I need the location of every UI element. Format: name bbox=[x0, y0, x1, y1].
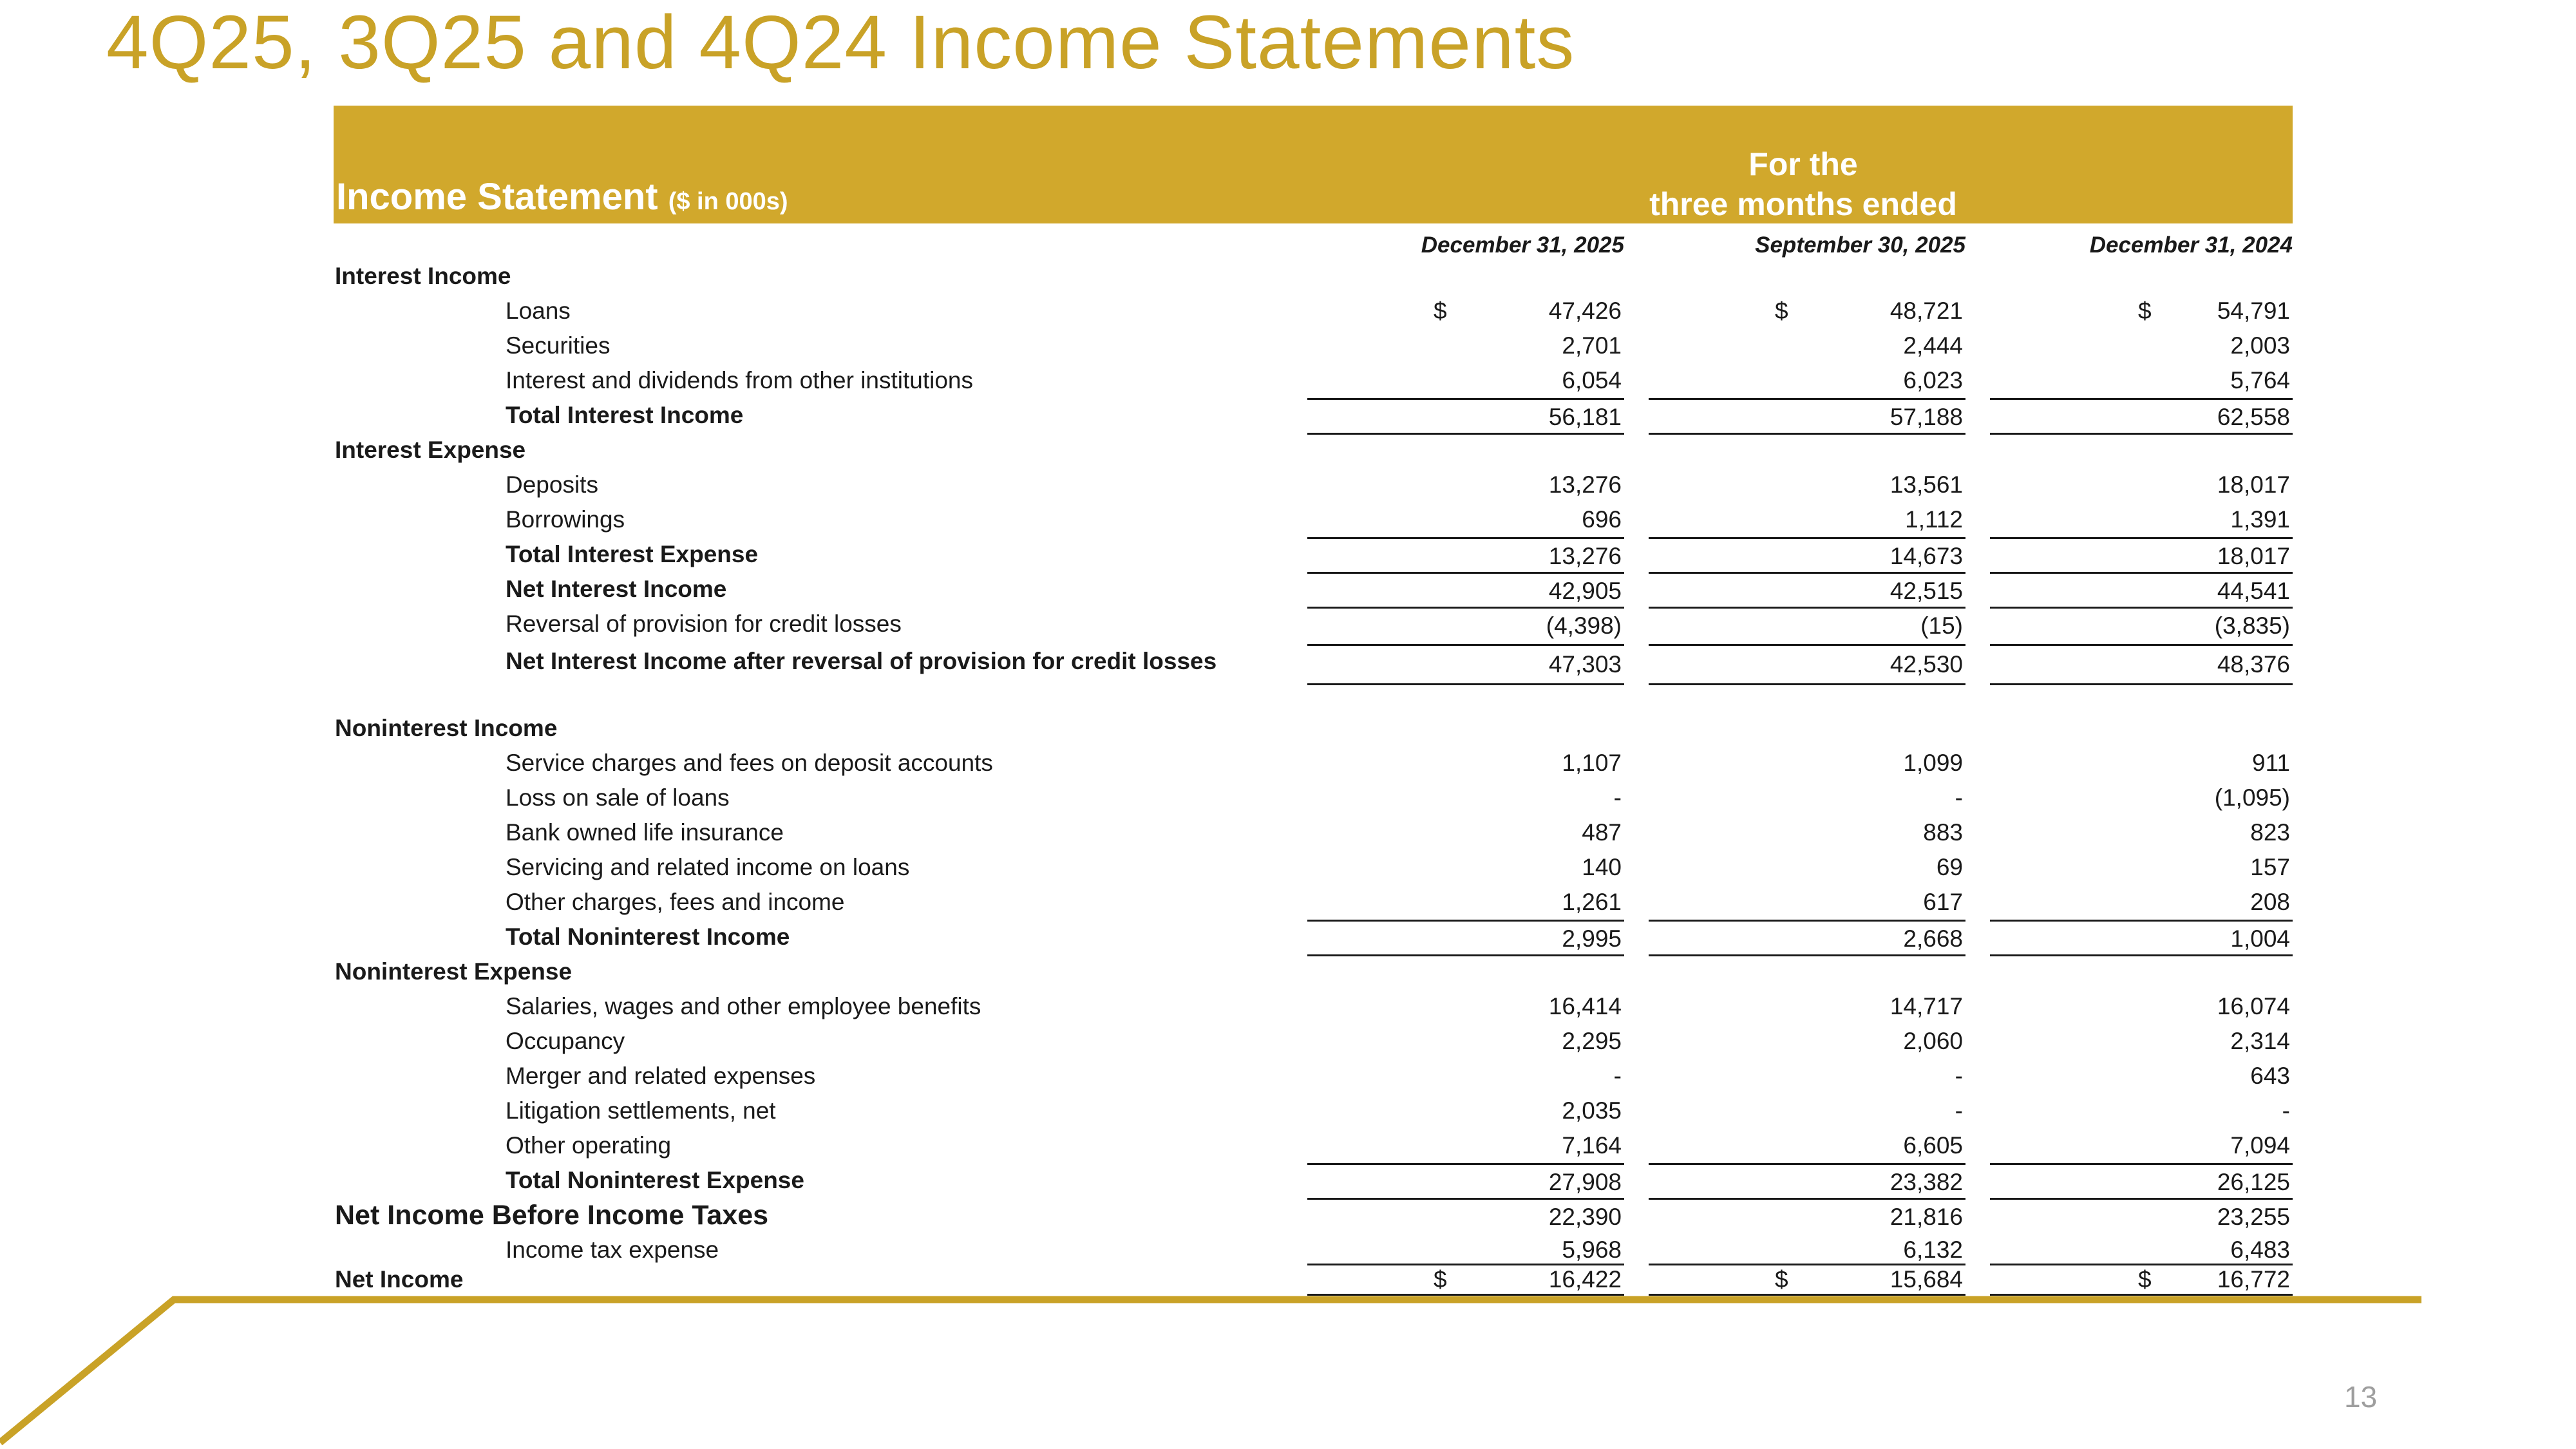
value-cell: 14,673 bbox=[1889, 543, 1963, 569]
row-label: Loans bbox=[506, 298, 571, 324]
value-cell: 47,303 bbox=[1548, 651, 1622, 677]
value-cell: 617 bbox=[1923, 889, 1963, 915]
row-label: Salaries, wages and other employee benefits bbox=[506, 993, 981, 1019]
value-cell: 6,483 bbox=[2230, 1236, 2290, 1263]
row-label: Total Interest Expense bbox=[506, 541, 759, 567]
value-cell: - bbox=[1955, 1097, 1963, 1124]
value-cell: 1,261 bbox=[1562, 889, 1622, 915]
value-cell: 13,561 bbox=[1889, 471, 1963, 498]
value-cell: (15) bbox=[1920, 612, 1963, 639]
statement-heading-label: Income Statement bbox=[336, 176, 658, 218]
column-header-dec-2025: December 31, 2025 bbox=[1421, 232, 1624, 258]
currency-symbol: $ bbox=[2138, 298, 2152, 324]
value-cell: 15,684 bbox=[1889, 1266, 1963, 1293]
value-cell: 2,444 bbox=[1903, 332, 1963, 359]
currency-symbol: $ bbox=[1775, 298, 1788, 324]
row-label: Total Noninterest Income bbox=[506, 923, 790, 950]
value-cell: 69 bbox=[1936, 854, 1963, 880]
value-cell: - bbox=[1613, 784, 1622, 811]
row-label: Other charges, fees and income bbox=[506, 889, 845, 915]
value-cell: 5,968 bbox=[1562, 1236, 1622, 1263]
value-cell: - bbox=[1955, 1063, 1963, 1089]
value-cell: 27,908 bbox=[1548, 1169, 1622, 1195]
value-cell: 57,188 bbox=[1889, 404, 1963, 430]
value-cell: 643 bbox=[2250, 1063, 2290, 1089]
value-cell: 823 bbox=[2250, 819, 2290, 846]
value-cell: 47,426 bbox=[1548, 298, 1622, 324]
value-cell: 26,125 bbox=[2217, 1169, 2290, 1195]
value-cell: 13,276 bbox=[1548, 471, 1622, 498]
value-cell: 487 bbox=[1582, 819, 1622, 846]
column-header-dec-2024: December 31, 2024 bbox=[2089, 232, 2293, 258]
row-label: Litigation settlements, net bbox=[506, 1097, 776, 1124]
value-cell: 6,132 bbox=[1903, 1236, 1963, 1263]
value-cell: 883 bbox=[1923, 819, 1963, 846]
value-cell: 16,074 bbox=[2217, 993, 2290, 1019]
column-header-sep-2025: September 30, 2025 bbox=[1755, 232, 1965, 258]
value-cell: 16,772 bbox=[2217, 1266, 2290, 1293]
row-label: Securities bbox=[506, 332, 611, 359]
period-heading-line2: three months ended bbox=[1649, 186, 1957, 222]
row-label: Merger and related expenses bbox=[506, 1063, 816, 1089]
value-cell: 62,558 bbox=[2217, 404, 2290, 430]
value-cell: 22,390 bbox=[1548, 1204, 1622, 1230]
value-cell: 56,181 bbox=[1548, 404, 1622, 430]
period-heading-line1: For the bbox=[1748, 146, 1858, 182]
value-cell: 1,391 bbox=[2230, 506, 2290, 533]
value-cell: (4,398) bbox=[1546, 612, 1622, 639]
row-label: Borrowings bbox=[506, 506, 625, 533]
value-cell: 16,422 bbox=[1548, 1266, 1622, 1293]
row-label: Service charges and fees on deposit accounts bbox=[506, 750, 993, 776]
value-cell: 18,017 bbox=[2217, 543, 2290, 569]
value-cell: 16,414 bbox=[1548, 993, 1622, 1019]
value-cell: 2,995 bbox=[1562, 925, 1622, 952]
value-cell: 1,112 bbox=[1905, 506, 1963, 533]
page-title: 4Q25, 3Q25 and 4Q24 Income Statements bbox=[106, 0, 1575, 85]
value-cell: 2,314 bbox=[2230, 1028, 2290, 1054]
value-cell: 2,035 bbox=[1562, 1097, 1622, 1124]
value-cell: 13,276 bbox=[1548, 543, 1622, 569]
value-cell: 42,530 bbox=[1889, 651, 1963, 677]
value-cell: 1,004 bbox=[2230, 925, 2290, 952]
value-cell: 42,905 bbox=[1548, 578, 1622, 604]
value-cell: 54,791 bbox=[2217, 298, 2290, 324]
value-cell: 18,017 bbox=[2217, 471, 2290, 498]
value-cell: 7,164 bbox=[1562, 1132, 1622, 1159]
value-cell: 2,668 bbox=[1903, 925, 1963, 952]
page-number: 13 bbox=[2344, 1380, 2378, 1414]
value-cell: - bbox=[1613, 1063, 1622, 1089]
value-cell: 2,003 bbox=[2230, 332, 2290, 359]
row-label: Reversal of provision for credit losses bbox=[506, 611, 902, 637]
value-cell: 1,107 bbox=[1562, 750, 1622, 776]
value-cell: 5,764 bbox=[2230, 367, 2290, 393]
currency-symbol: $ bbox=[1434, 298, 1447, 324]
section-label: Interest Expense bbox=[335, 437, 526, 463]
value-cell: 157 bbox=[2250, 854, 2290, 880]
row-label: Deposits bbox=[506, 471, 598, 498]
value-cell: 6,054 bbox=[1562, 367, 1622, 393]
row-label: Bank owned life insurance bbox=[506, 819, 784, 846]
value-cell: 48,721 bbox=[1889, 298, 1963, 324]
row-label: Loss on sale of loans bbox=[506, 784, 730, 811]
value-cell: 23,255 bbox=[2217, 1204, 2290, 1230]
row-label: Interest and dividends from other institutions bbox=[506, 367, 973, 393]
value-cell: (1,095) bbox=[2214, 784, 2290, 811]
row-label: Other operating bbox=[506, 1132, 672, 1159]
currency-symbol: $ bbox=[1434, 1266, 1447, 1293]
currency-symbol: $ bbox=[1775, 1266, 1788, 1293]
value-cell: 42,515 bbox=[1889, 578, 1963, 604]
value-cell: 6,023 bbox=[1903, 367, 1963, 393]
value-cell: 140 bbox=[1582, 854, 1622, 880]
row-label: Total Interest Income bbox=[506, 402, 744, 428]
value-cell: 911 bbox=[2252, 750, 2290, 776]
value-cell: - bbox=[1955, 784, 1963, 811]
row-label: Income tax expense bbox=[506, 1236, 719, 1263]
row-label: Net Interest Income bbox=[506, 576, 727, 602]
statement-heading-unit: ($ in 000s) bbox=[668, 188, 788, 215]
value-cell: (3,835) bbox=[2214, 612, 2290, 639]
value-cell: 44,541 bbox=[2217, 578, 2290, 604]
value-cell: 6,605 bbox=[1903, 1132, 1963, 1159]
row-label: Net Income Before Income Taxes bbox=[335, 1200, 769, 1231]
value-cell: 2,060 bbox=[1903, 1028, 1963, 1054]
row-label: Occupancy bbox=[506, 1028, 625, 1054]
row-label: Servicing and related income on loans bbox=[506, 854, 910, 880]
value-cell: 696 bbox=[1582, 506, 1622, 533]
value-cell: 23,382 bbox=[1889, 1169, 1963, 1195]
row-label: Net Income bbox=[335, 1266, 464, 1293]
value-cell: 2,295 bbox=[1562, 1028, 1622, 1054]
value-cell: 2,701 bbox=[1562, 332, 1622, 359]
value-cell: 208 bbox=[2250, 889, 2290, 915]
section-label: Noninterest Income bbox=[335, 715, 558, 741]
value-cell: 1,099 bbox=[1903, 750, 1963, 776]
value-cell: 14,717 bbox=[1889, 993, 1963, 1019]
row-label: Total Noninterest Expense bbox=[506, 1167, 804, 1193]
currency-symbol: $ bbox=[2138, 1266, 2152, 1293]
section-label: Noninterest Expense bbox=[335, 958, 573, 985]
section-label: Interest Income bbox=[335, 263, 511, 289]
value-cell: - bbox=[2282, 1097, 2290, 1124]
row-label: Net Interest Income after reversal of provision for credit losses bbox=[506, 648, 1217, 674]
value-cell: 7,094 bbox=[2230, 1132, 2290, 1159]
value-cell: 21,816 bbox=[1889, 1204, 1963, 1230]
value-cell: 48,376 bbox=[2217, 651, 2290, 677]
